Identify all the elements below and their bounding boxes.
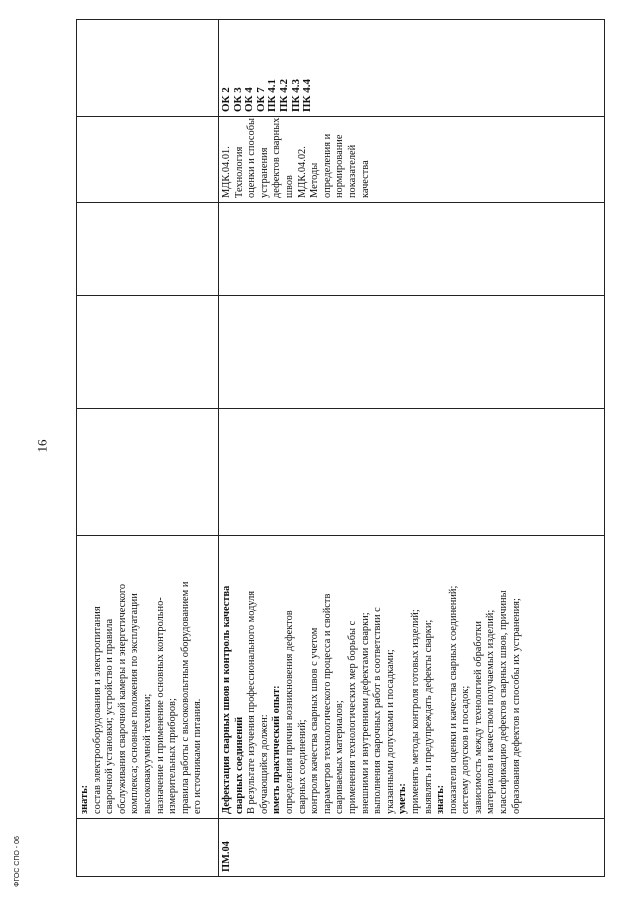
competency-code: ОК 2 xyxy=(220,87,232,112)
page-number: 16 xyxy=(34,439,50,453)
knowledge-line: состав электрооборудования и электропитания xyxy=(91,606,103,814)
mdk-line: оценки и способы xyxy=(246,118,258,198)
knowledge-line: обслуживания сварочной камеры и энергетического xyxy=(116,583,128,814)
cell-empty-hours-b xyxy=(77,296,219,409)
mdk-line: определения и xyxy=(321,133,333,198)
content-line: иметь практический опыт: xyxy=(271,685,283,814)
cell-empty-hours-c xyxy=(77,203,219,296)
content-line: Дефектация сварных швов и контроль качества xyxy=(221,585,232,814)
table-row-continuation xyxy=(77,20,219,877)
competency-code: ПК 4.1 xyxy=(266,78,279,112)
cell-empty-hours-b2 xyxy=(219,296,605,409)
cell-empty-hours-c2 xyxy=(219,203,605,296)
competency-code: ОК 4 xyxy=(243,87,256,112)
mdk-line: Технология xyxy=(233,146,245,198)
content-line: знать: xyxy=(435,784,447,814)
mdk-line: качества xyxy=(359,160,371,198)
content-line: В результате изучения профессионального модуля xyxy=(246,590,258,814)
footer-code: ФГОС СПО - 06 xyxy=(13,836,21,887)
mdk-line: устранения xyxy=(258,147,270,198)
module-code: ПМ.04 xyxy=(219,819,605,877)
knowledge-line: его источниками питания. xyxy=(192,698,204,814)
content-line: применять методы контроля готовых изделий; xyxy=(409,609,421,814)
content-line: сварных соединений; xyxy=(296,719,308,814)
mdk-line: МДК.04.02. xyxy=(296,146,308,198)
competency-code: ОК 7 xyxy=(254,87,267,112)
table-row-pm04 xyxy=(219,20,605,877)
content-line: внешними и внутренними дефектами сварки; xyxy=(359,612,371,814)
content-line: сварных соединений xyxy=(233,716,245,814)
knowledge-line: измерительных приборов; xyxy=(167,698,179,814)
knowledge-line: назначение и применение основных контрольно- xyxy=(154,597,166,814)
mdk-line: швов xyxy=(283,175,295,198)
landscape-content xyxy=(76,20,604,877)
knowledge-line: правила работы с высоковольтным оборудованием и xyxy=(179,581,191,814)
content-line: указанными допусками и посадками; xyxy=(384,649,396,814)
content-line: систему допусков и посадок; xyxy=(460,685,472,814)
cell-code-empty xyxy=(77,819,219,877)
content-line: обучающийся должен: xyxy=(258,714,270,814)
cell-module-content xyxy=(219,536,605,819)
content-line: контроля качества сварных швов с учетом xyxy=(309,627,321,814)
cell-mdk xyxy=(219,117,605,203)
cell-knowledge-continuation xyxy=(77,536,219,819)
cell-empty-hours-a xyxy=(77,409,219,536)
mdk-line: показателей xyxy=(346,144,358,198)
knowledge-line: высоковакуумной техники; xyxy=(141,693,153,814)
knowledge-lines xyxy=(79,540,205,814)
competency-list xyxy=(221,24,314,112)
mdk-line: Методы xyxy=(309,162,321,198)
content-line: свариваемых материалов; xyxy=(334,700,346,814)
competency-code: ПК 4.4 xyxy=(301,78,314,112)
competency-code: ПК 4.2 xyxy=(277,78,290,112)
content-line: уметь: xyxy=(397,783,409,814)
curriculum-table xyxy=(76,19,605,877)
content-line: классификацию дефектов сварных швов, причины xyxy=(498,590,510,814)
knowledge-line: комплекса; основные положения по эксплуатации xyxy=(129,593,141,814)
mdk-line: нормирование xyxy=(334,134,346,198)
content-line: выполнения сварочных работ в соответствии с xyxy=(372,607,384,814)
cell-competencies xyxy=(219,20,605,117)
content-line: определения причин возникновения дефектов xyxy=(283,610,295,814)
knowledge-line: знать: xyxy=(79,784,90,814)
content-line: выявлять и предупреждать дефекты сварки; xyxy=(422,619,434,814)
content-line: материалов и качеством получаемых изделий; xyxy=(485,609,497,814)
knowledge-line: сварочной установки; устройство и правила xyxy=(104,618,116,814)
module-content-lines xyxy=(221,540,523,814)
competency-code: ПК 4.3 xyxy=(289,78,302,112)
competency-code: ОК 3 xyxy=(231,87,244,112)
content-line: применения технологических мер борьбы с xyxy=(346,620,358,814)
content-line: показатели оценки и качества сварных соединений; xyxy=(447,585,459,814)
content-line: зависимость между технологией обработки xyxy=(472,621,484,814)
content-line: параметров технологического процесса и свойств xyxy=(321,593,333,814)
mdk-line: дефектов сварных xyxy=(271,117,283,198)
cell-empty-hours-a2 xyxy=(219,409,605,536)
content-line: образования дефектов и способы их устранения; xyxy=(510,598,522,814)
mdk-lines xyxy=(221,117,372,198)
mdk-line: МДК.04.01. xyxy=(221,146,232,198)
cell-empty-competencies xyxy=(77,20,219,117)
cell-empty-mdk xyxy=(77,117,219,203)
